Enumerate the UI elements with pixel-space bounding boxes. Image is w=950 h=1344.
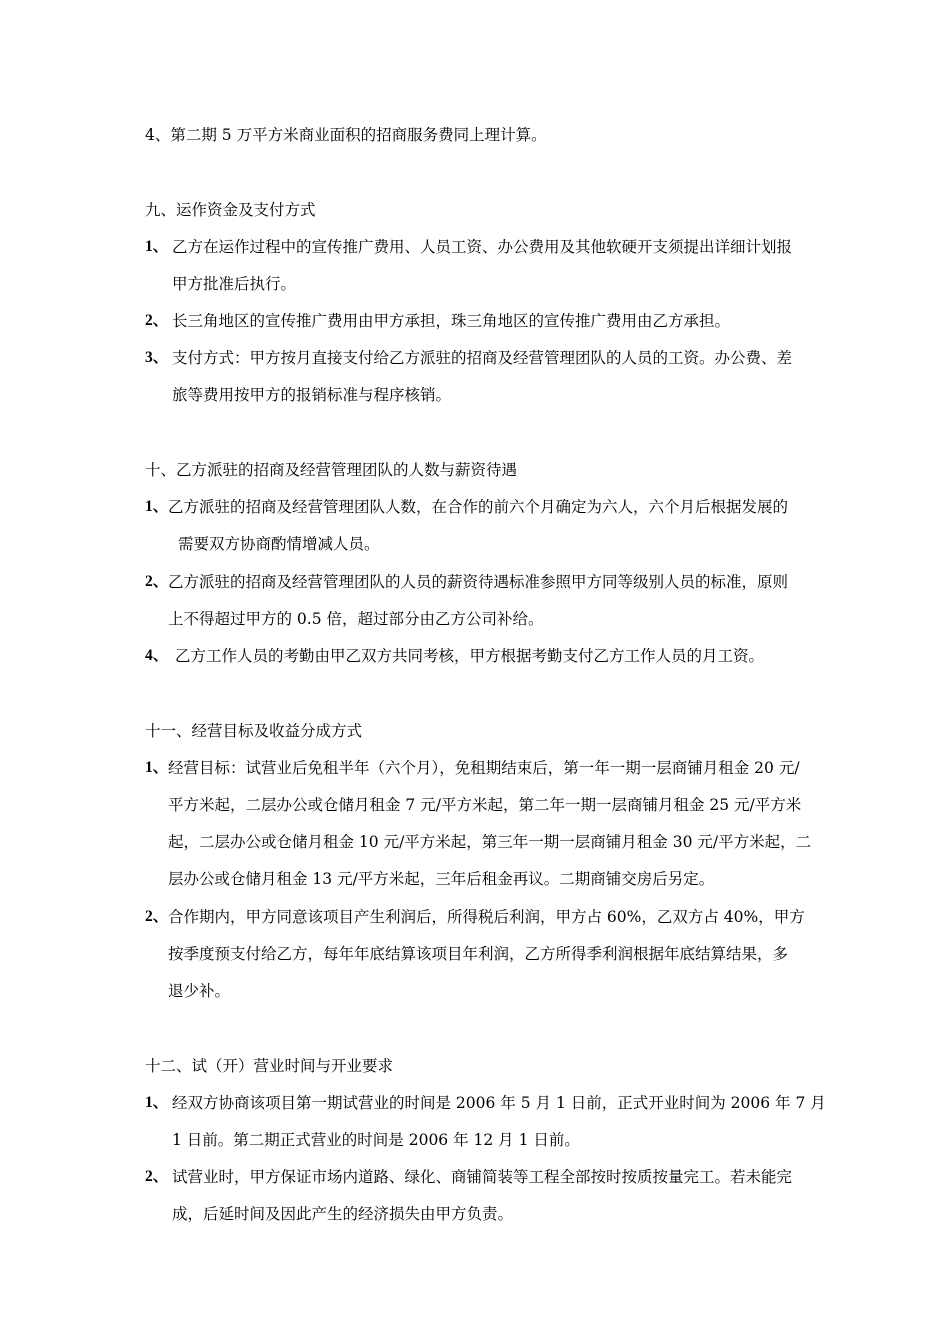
s10-item-1-number: 1、 [145, 498, 169, 515]
s9-item-2-line-1: 长三角地区的宣传推广费用由甲方承担，珠三角地区的宣传推广费用由乙方承担。 [172, 312, 731, 330]
s10-item-4-number: 4、 [145, 647, 169, 664]
s9-item-3-line-1: 支付方式：甲方按月直接支付给乙方派驻的招商及经营管理团队的人员的工资。办公费、差 [172, 349, 793, 367]
section-12-heading: 十二、试（开）营业时间与开业要求 [145, 1057, 394, 1075]
s12-item-2-line-1: 试营业时，甲方保证市场内道路、绿化、商铺简装等工程全部按时按质按量完工。若未能完 [172, 1168, 793, 1186]
s10-item-2-line-2: 上不得超过甲方的 0.5 倍，超过部分由乙方公司补给。 [168, 610, 544, 628]
s12-item-2-line-2: 成，后延时间及因此产生的经济损失由甲方负责。 [172, 1205, 514, 1223]
s10-item-4-line-1: 乙方工作人员的考勤由甲乙双方共同考核，甲方根据考勤支付乙方工作人员的月工资。 [175, 647, 765, 665]
s12-item-1-line-1: 经双方协商该项目第一期试营业的时间是 2006 年 5 月 1 日前，正式开业时间为 2006 年 7 月 [172, 1094, 826, 1112]
s8-item-4: 4、第二期 5 万平方米商业面积的招商服务费同上理计算。 [145, 126, 547, 144]
s9-item-3-line-2: 旅等费用按甲方的报销标准与程序核销。 [172, 386, 452, 404]
s10-item-1-line-2: 需要双方协商酌情增减人员。 [178, 535, 380, 553]
s11-item-1-number: 1、 [145, 759, 169, 776]
s9-item-1-line-2: 甲方批准后执行。 [172, 275, 297, 293]
section-10-heading: 十、乙方派驻的招商及经营管理团队的人数与薪资待遇 [145, 461, 518, 479]
s10-item-2-line-1: 乙方派驻的招商及经营管理团队的人员的薪资待遇标准参照甲方同等级别人员的标准，原则 [168, 573, 789, 591]
s11-item-1-line-1: 经营目标：试营业后免租半年（六个月），免租期结束后，第一年一期一层商铺月租金 20 元/ [168, 759, 800, 777]
s9-item-3-number: 3、 [145, 349, 169, 366]
section-9-heading: 九、运作资金及支付方式 [145, 201, 316, 219]
s11-item-2-line-1: 合作期内，甲方同意该项目产生利润后，所得税后利润，甲方占 60%，乙双方占 40%，甲方 [168, 908, 805, 926]
s11-item-1-line-4: 层办公或仓储月租金 13 元/平方米起，三年后租金再议。二期商铺交房后另定。 [168, 870, 715, 888]
s12-item-1-number: 1、 [145, 1094, 169, 1111]
s10-item-2-number: 2、 [145, 573, 169, 590]
s11-item-2-line-2: 按季度预支付给乙方，每年年底结算该项目年利润，乙方所得季利润根据年底结算结果，多 [168, 945, 789, 963]
s9-item-1-line-1: 乙方在运作过程中的宣传推广费用、人员工资、办公费用及其他软硬开支须提出详细计划报 [172, 238, 793, 256]
s9-item-2-number: 2、 [145, 312, 169, 329]
s9-item-1-number: 1、 [145, 238, 169, 255]
s10-item-1-line-1: 乙方派驻的招商及经营管理团队人数，在合作的前六个月确定为六人，六个月后根据发展的 [168, 498, 789, 516]
s11-item-1-line-3: 起，二层办公或仓储月租金 10 元/平方米起，第三年一期一层商铺月租金 30 元/平方米起，二 [168, 833, 812, 851]
section-11-heading: 十一、经营目标及收益分成方式 [145, 722, 363, 740]
s12-item-1-line-2: 1 日前。第二期正式营业的时间是 2006 年 12 月 1 日前。 [172, 1131, 580, 1149]
s11-item-2-line-3: 退少补。 [168, 982, 231, 1000]
s11-item-1-line-2: 平方米起，二层办公或仓储月租金 7 元/平方米起，第二年一期一层商铺月租金 25 元/平方米 [168, 796, 802, 814]
s12-item-2-number: 2、 [145, 1168, 169, 1185]
s11-item-2-number: 2、 [145, 908, 169, 925]
